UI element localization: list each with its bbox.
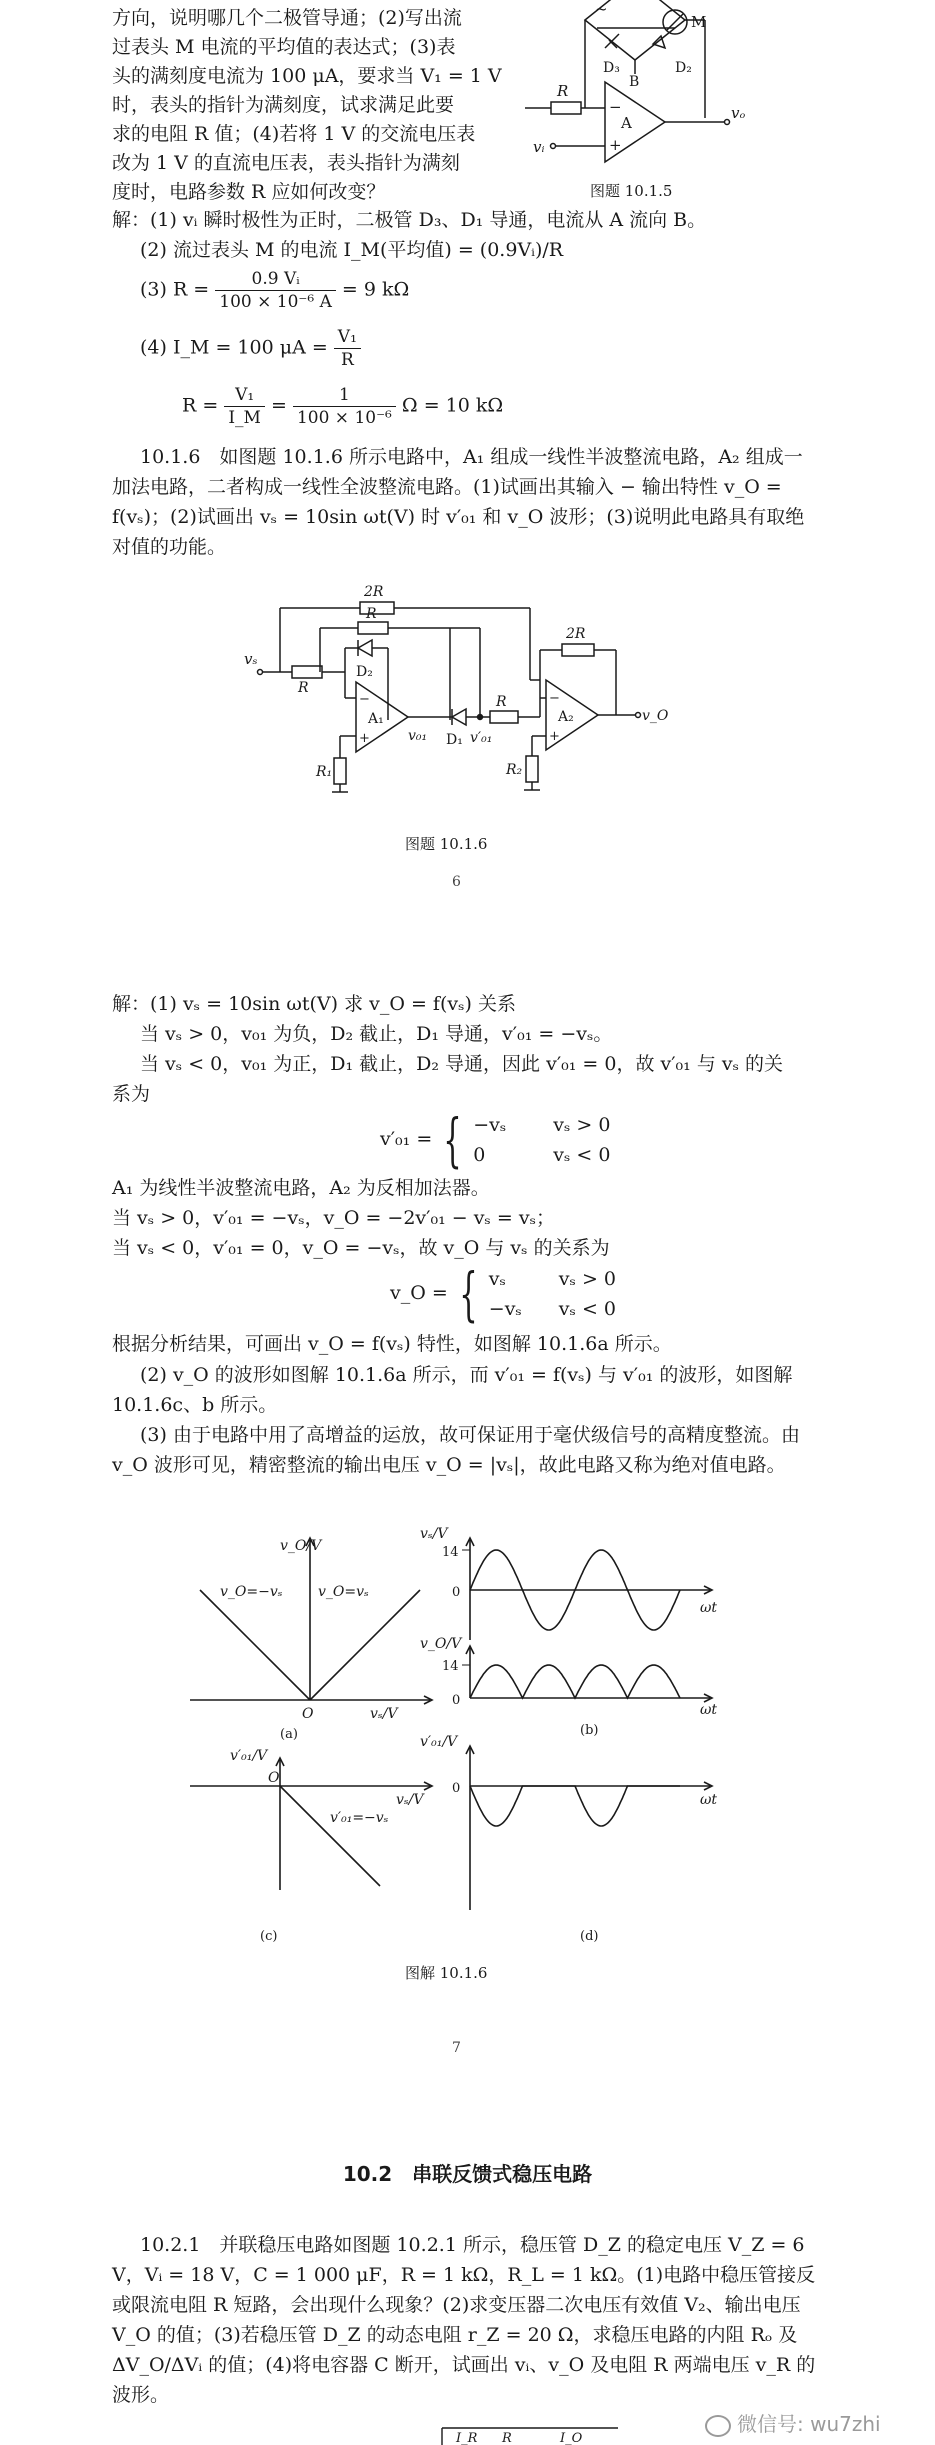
b1-tick-14: 14 <box>442 1545 459 1560</box>
input-vi-label: vᵢ <box>533 138 545 156</box>
solution-10-1-6-s7: 根据分析结果，可画出 v_O = f(vₛ) 特性，如图解 10.1.6a 所示。 <box>112 1333 672 1355</box>
text-line: 过表头 M 电流的平均值的表达式；(3)表 <box>112 36 456 58</box>
problem-10-1-5-text <box>112 4 502 207</box>
denominator: 100 × 10⁻⁶ <box>296 408 392 428</box>
eq-prefix: (4) I_M = 100 μA = <box>140 336 328 359</box>
solution-10-1-5-eq3 <box>140 268 409 313</box>
a-tag: (a) <box>280 1727 298 1742</box>
figure-caption-solution-10-1-6: 图解 10.1.6 <box>405 1964 488 1982</box>
rectified-vo <box>470 1665 680 1698</box>
diode-d2 <box>358 640 372 656</box>
problem-10-1-6-text: 10.1.6 如图题 10.1.6 所示电路中，A₁ 组成一线性半波整流电路，A₂ 组成一加法电路，二者构成一线性全波整流电路。(1)试画出其输入 − 输出特性 v_O = f(vₛ)；(2)试画出 vₛ = 10sin ωt(V) 时 v′₀₁ 和 v_O 波形；(3)说明此电路具有取绝对值的功能。 <box>112 446 805 558</box>
b-tag: (b) <box>580 1723 599 1738</box>
noninv-sign: + <box>609 136 622 154</box>
fraction <box>334 326 361 371</box>
resistor-r-mid <box>490 711 518 723</box>
case-value: −vₛ <box>488 1298 522 1320</box>
watermark-text: 微信号: wu7zhi <box>737 2412 881 2436</box>
halfwave-vprime-o1 <box>470 1786 680 1826</box>
output-vo-label: v_O <box>642 708 669 724</box>
eq-sign: = <box>270 394 287 417</box>
figure-10-1-5-circuit <box>525 0 855 200</box>
problem-10-2-1-text: 10.2.1 并联稳压电路如图题 10.2.1 所示，稳压管 D_Z 的稳定电压 V_Z = 6 V，Vᵢ = 18 V，C = 1 000 μF，R = 1 kΩ，R_L = 1 kΩ。(1)电路中稳压管接反或限流电阻 R 短路，会出现什么现象？(2)求变压器二次电压有效值 V₂、输出电压 V_O 的值；(3)若稳压管 D_Z 的动态电阻 r_Z = 20 Ω，求稳压电路的内阻 Rₒ 及 ΔV_O/ΔVᵢ 的值；(4)将电容器 C 断开，试画出 vᵢ、v_O 及电阻 R 两端电压 v_R 的波形。 <box>112 2234 816 2406</box>
resistor-r1-label: R₁ <box>316 764 333 780</box>
case-condition: vₛ > 0 <box>558 1268 617 1290</box>
inv-sign: − <box>609 98 622 116</box>
a1-noninv-sign: + <box>359 731 370 746</box>
fraction <box>215 268 336 313</box>
tilde-label: ~ <box>595 0 608 18</box>
resistor-r-label: R <box>502 2431 512 2445</box>
opamp-a-label: A <box>621 114 632 132</box>
resistor-r-feedback-label: R <box>366 606 377 622</box>
a-xlabel: vₛ/V <box>370 1706 398 1722</box>
a-left-label: v_O=−vₛ <box>220 1584 283 1600</box>
resistor-r-label: R <box>557 82 569 100</box>
diode-d1-label: D₁ <box>446 732 463 748</box>
denominator: R <box>340 350 354 370</box>
b1-xlabel: ωt <box>700 1600 718 1616</box>
current-ir-label: I_R <box>456 2431 478 2445</box>
cases-equation-vprime-o1 <box>380 1106 611 1174</box>
diode-d2-label: D₂ <box>356 664 373 680</box>
solution-10-1-6-s2: 当 vₛ > 0，v₀₁ 为负，D₂ 截止，D₁ 导通，v′₀₁ = −vₛ。 <box>140 1023 613 1045</box>
case-value: −vₛ <box>473 1114 507 1136</box>
resistor-2r-feedback <box>562 644 594 656</box>
current-io-label: I_O <box>560 2431 583 2445</box>
left-brace: { <box>443 1106 462 1174</box>
b1-zero: 0 <box>452 1585 461 1600</box>
a2-noninv-sign: + <box>549 729 560 744</box>
cases <box>489 1264 616 1324</box>
solution-10-1-6-s9: (3) 由于电路中用了高增益的运放，故可保证用于毫伏级信号的高精度整流。由 v_O 波形可见，精密整流的输出电压 v_O = |vₛ|，故此电路又称为绝对值电路。 <box>112 1424 800 1476</box>
vprime-o1-label: v′₀₁ <box>470 730 493 746</box>
text-line: 度时，电路参数 R 应如何改变？ <box>112 181 386 203</box>
a-ylabel: v_O/V <box>280 1538 322 1554</box>
solution-10-1-6-s4: A₁ 为线性半波整流电路，A₂ 为反相加法器。 <box>112 1177 490 1199</box>
c-xlabel: vₛ/V <box>396 1792 424 1808</box>
page-number: 7 <box>452 2040 461 2056</box>
resistor-r2 <box>526 756 538 782</box>
vo1-label: v₀₁ <box>408 728 428 744</box>
resistor-r-feedback <box>358 622 388 634</box>
solution-10-1-5-line1 <box>112 206 706 235</box>
case-condition: vₛ > 0 <box>553 1114 611 1136</box>
b2-zero: 0 <box>452 1693 461 1708</box>
eq-result: Ω = 10 kΩ <box>401 394 504 417</box>
resistor-r1 <box>334 758 346 784</box>
text-line: 方向，说明哪几个二极管导通；(2)写出流 <box>112 7 462 29</box>
text-line: 求的电阻 R 值；(4)若将 1 V 的交流电压表 <box>112 123 476 145</box>
figure-10-1-6-solution-graphs <box>180 1520 760 1950</box>
opamp-a1-label: A₁ <box>368 711 384 727</box>
resistor-r-mid-label: R <box>496 694 507 710</box>
d-xlabel: ωt <box>700 1792 718 1808</box>
c-line-label: v′₀₁=−vₛ <box>330 1810 389 1826</box>
transfer-line-c <box>280 1786 380 1886</box>
solution-10-1-5-line2: (2) 流过表头 M 的电流 I_M(平均值) = (0.9Vᵢ)/R <box>140 239 564 261</box>
fraction <box>224 384 265 429</box>
b2-xlabel: ωt <box>700 1702 718 1718</box>
figure-caption-10-1-5: 图题 10.1.5 <box>590 182 673 200</box>
left-brace: { <box>459 1260 478 1328</box>
section-heading: 10.2 串联反馈式稳压电路 <box>342 2162 593 2186</box>
opamp-a2-label: A₂ <box>558 709 574 725</box>
node-b-label: B <box>629 74 640 90</box>
case-condition: vₛ < 0 <box>558 1298 617 1320</box>
c-origin: O <box>268 1770 280 1786</box>
b2-tick-14: 14 <box>442 1659 459 1674</box>
solution-10-1-6-s3: 当 vₛ < 0，v₀₁ 为正，D₁ 截止，D₂ 导通，因此 v′₀₁ = 0，故 v′₀₁ 与 vₛ 的关 <box>140 1053 784 1075</box>
wechat-watermark <box>705 2408 881 2437</box>
wechat-icon <box>705 2415 731 2437</box>
resistor-2r-top-label: 2R <box>364 584 384 600</box>
case-value: vₛ <box>488 1268 506 1290</box>
solution-10-1-5-eq4 <box>140 326 361 371</box>
d-tag: (d) <box>580 1929 599 1944</box>
solution-10-1-6-s8: (2) v_O 的波形如图解 10.1.6a 所示，而 v′₀₁ = f(vₛ) 与 v′₀₁ 的波形，如图解 10.1.6c、b 所示。 <box>112 1364 793 1416</box>
cases-equation-vo <box>390 1260 617 1328</box>
input-vs-label: vₛ <box>244 650 258 668</box>
numerator: V₁ <box>334 326 361 349</box>
eq-prefix: R = <box>182 394 219 417</box>
c-tag: (c) <box>260 1929 278 1944</box>
solution-text: 解：(1) vᵢ 瞬时极性为正时，二极管 D₃、D₁ 导通，电流从 A 流向 B。 <box>112 209 707 231</box>
cases <box>473 1110 610 1170</box>
b1-ylabel: vₛ/V <box>420 1526 448 1542</box>
figure-10-1-6-circuit <box>240 580 669 820</box>
solution-10-1-6-s3b: 系为 <box>112 1083 151 1105</box>
numerator: 0.9 Vᵢ <box>215 268 336 291</box>
solution-10-1-6-s1: 解：(1) vₛ = 10sin ωt(V) 求 v_O = f(vₛ) 关系 <box>112 993 516 1015</box>
a-origin: O <box>302 1706 314 1722</box>
solution-10-1-6-s6: 当 vₛ < 0，v′₀₁ = 0，v_O = −vₛ，故 v_O 与 vₛ 的关系为 <box>112 1237 610 1259</box>
resistor-2r-feedback-label: 2R <box>566 626 586 642</box>
eq-result: = 9 kΩ <box>341 278 410 301</box>
resistor-r-input-label: R <box>298 680 309 696</box>
resistor-r-input <box>292 666 322 678</box>
fraction <box>293 384 396 429</box>
meter-label: M <box>691 13 707 31</box>
case-condition: vₛ < 0 <box>553 1144 611 1166</box>
solution-10-1-5-eq5 <box>182 384 503 429</box>
eq-lhs: v′₀₁ = <box>380 1128 433 1150</box>
a2-inv-sign: − <box>549 691 560 706</box>
numerator: 1 <box>293 384 396 407</box>
diode-d2-label: D₂ <box>675 60 692 76</box>
numerator: V₁ <box>224 384 265 407</box>
c-ylabel: v′₀₁/V <box>230 1748 268 1764</box>
denominator: I_M <box>228 408 261 428</box>
resistor-r2-label: R₂ <box>506 762 523 778</box>
diode-d3-label: D₃ <box>603 60 620 76</box>
eq-lhs: v_O = <box>390 1282 448 1304</box>
text-line: 头的满刻度电流为 100 μA，要求当 V₁ = 1 V <box>112 65 502 87</box>
transfer-line-left <box>200 1590 310 1700</box>
resistor-r <box>551 102 581 114</box>
solution-10-1-6-s5: 当 vₛ > 0，v′₀₁ = −vₛ，v_O = −2v′₀₁ − vₛ = vₛ； <box>112 1207 555 1229</box>
a-right-label: v_O=vₛ <box>318 1584 369 1600</box>
page-number: 6 <box>452 874 461 890</box>
transfer-line-right <box>310 1590 420 1700</box>
output-vo-label: vₒ <box>731 104 746 122</box>
diode-d1 <box>452 709 466 725</box>
case-value: 0 <box>473 1144 486 1166</box>
d-zero: 0 <box>452 1781 461 1796</box>
denominator: 100 × 10⁻⁶ A <box>219 292 332 312</box>
b2-ylabel: v_O/V <box>420 1636 462 1652</box>
a1-inv-sign: − <box>359 692 370 707</box>
d-ylabel: v′₀₁/V <box>420 1734 458 1750</box>
eq-prefix: (3) R = <box>140 278 210 301</box>
text-line: 时，表头的指针为满刻度，试求满足此要 <box>112 94 455 116</box>
text-line: 改为 1 V 的直流电压表，表头指针为满刻 <box>112 152 460 174</box>
figure-10-2-1-partial <box>440 2422 620 2445</box>
figure-caption-10-1-6: 图题 10.1.6 <box>405 835 488 853</box>
